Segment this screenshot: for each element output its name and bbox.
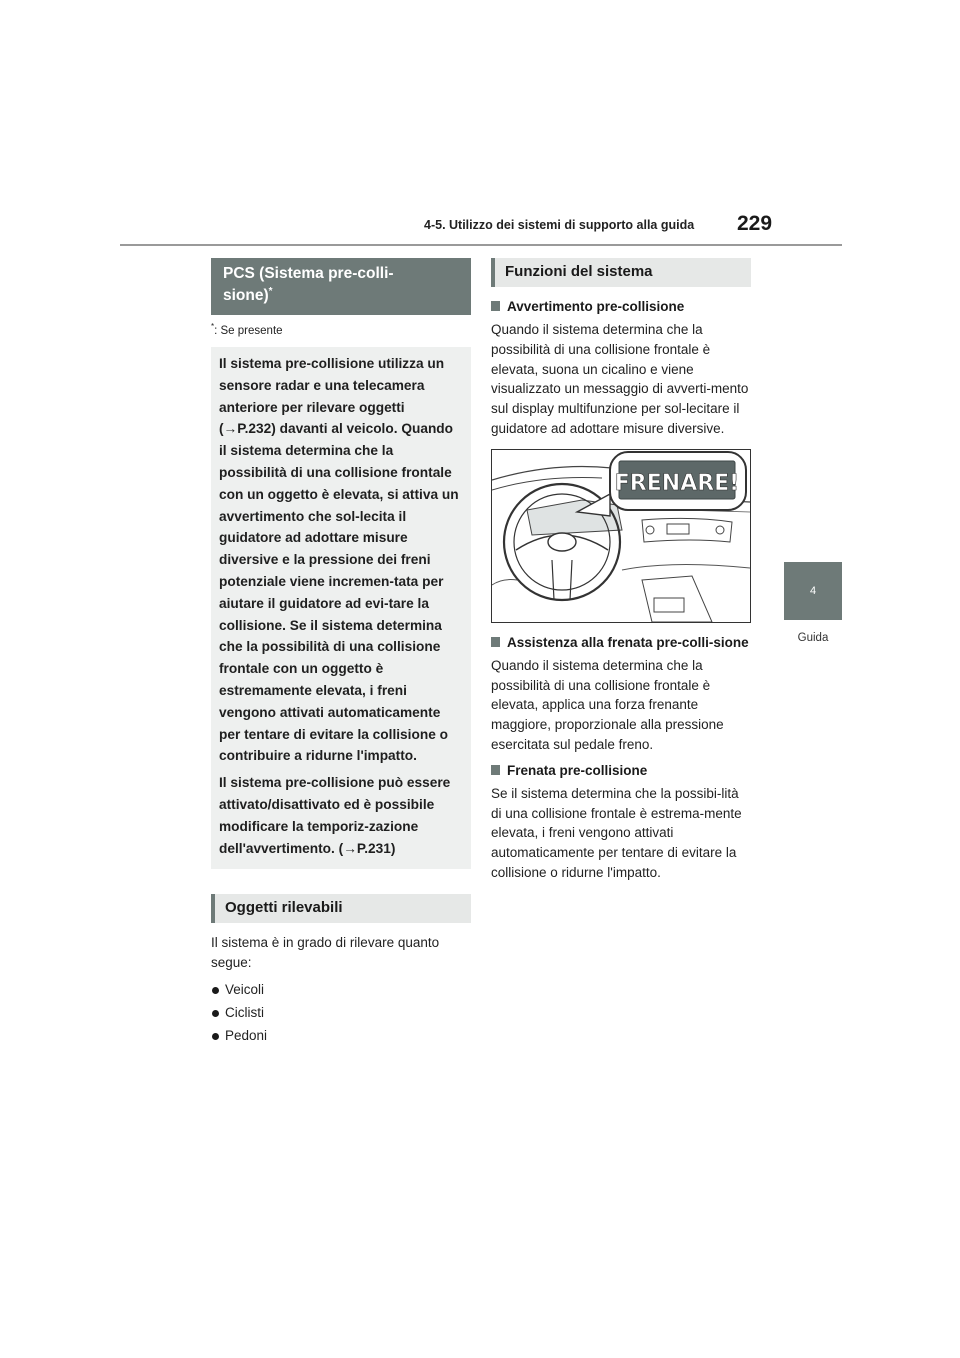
display-warning-message: FRENARE! [614, 470, 740, 496]
warning-subheading: Avvertimento pre-collisione [491, 297, 751, 316]
list-item: Ciclisti [211, 1002, 471, 1025]
dashboard-illustration [491, 449, 751, 623]
system-functions-heading: Funzioni del sistema [491, 258, 751, 287]
footnote-text: : Se presente [214, 325, 283, 337]
square-bullet-icon [491, 637, 500, 647]
detectable-list [211, 979, 471, 1047]
pre-collision-braking-text: Se il sistema determina che la possibi-lità di una collisione frontale è estrema-mente elevata, i freni vengono attivati automaticamente per tentare di evitare la collisione o ridurne l'impatto. [491, 785, 742, 880]
detectable-intro: Il sistema è in grado di rilevare quanto segue: [211, 935, 440, 971]
intro-paragraph-1: Il sistema pre-collisione utilizza un sensore radar e una telecamera anteriore per rilevare oggetti (→P.232) davanti al veicolo. Quando il sistema determina che la possibilità di una collisione frontale con un oggetto è elevata, si attiva un avvertimento che sol-lecita il guidatore ad adottare misure diversive e la pressione dei freni potenziale viene incremen-tata per aiutare il guidatore ad evi-tare la collisione. Se il sistema determina che la possibilità di una collisione frontale con un oggetto è estremamente elevata, i freni vengono attivati automaticamente per tentare di evitare la collisione o contribuire a ridurne l'impatto. [219, 356, 459, 764]
dashboard-drawing [492, 450, 750, 622]
section-title: 4-5. Utilizzo dei sistemi di supporto alla guida [424, 218, 695, 232]
bullet-icon [212, 1033, 219, 1040]
square-bullet-icon [491, 301, 500, 311]
intro-box [211, 347, 471, 869]
brake-assist-text: Quando il sistema determina che la possibilità di una collisione frontale è elevata, applica una forza frenante maggiore, proporzionale alla pressione esercitata sul pedale freno. [491, 657, 724, 752]
intro-paragraph-2: Il sistema pre-collisione può essere attivato/disattivato ed è possibile modificare la temporiz-zazione dell'avvertimento. (→P.231) [219, 775, 451, 856]
list-item: Pedoni [211, 1025, 471, 1048]
list-item: Veicoli [211, 979, 471, 1002]
footnote [211, 322, 471, 337]
chapter-label: Guida [797, 632, 829, 644]
header-rule [120, 244, 842, 246]
pcs-title-line2: sione) [223, 287, 269, 304]
footnote-mark: * [211, 322, 215, 332]
chapter-tab[interactable]: 4 [784, 562, 842, 620]
left-column [211, 258, 471, 1047]
right-column [491, 258, 751, 883]
pcs-title-line1: PCS (Sistema pre-colli- [223, 265, 394, 282]
bullet-icon [212, 987, 219, 994]
pcs-section-heading [211, 258, 471, 315]
page-number: 229 [737, 212, 773, 235]
pre-collision-braking-subheading: Frenata pre-collisione [491, 761, 751, 780]
square-bullet-icon [491, 765, 500, 775]
brake-assist-subheading: Assistenza alla frenata pre-colli-sione [491, 633, 751, 652]
warning-text: Quando il sistema determina che la possibilità di una collisione frontale è elevata, suona un cicalino e viene visualizzato un messaggio di avverti-mento sul display multifunzione per sol-lecitare il guidatore ad adottare misure diversive. [491, 322, 749, 436]
pcs-title-footnote-mark: * [268, 285, 273, 297]
bullet-icon [212, 1010, 219, 1017]
detectable-objects-heading: Oggetti rilevabili [211, 894, 471, 923]
